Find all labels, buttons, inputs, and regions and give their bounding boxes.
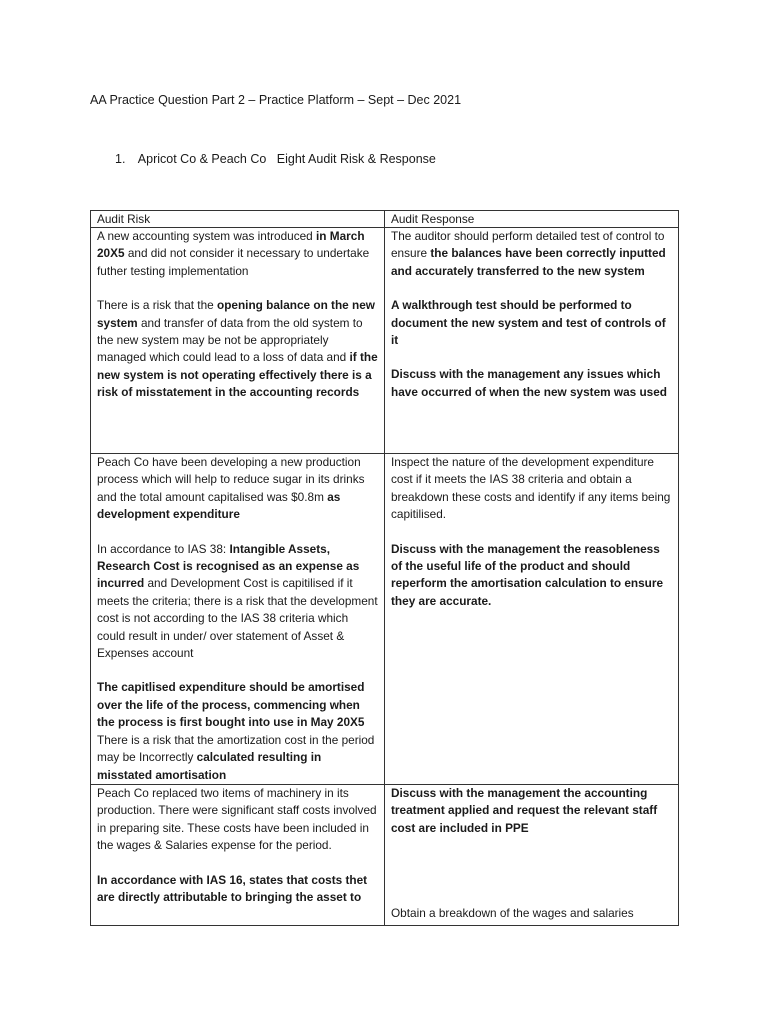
header-audit-risk: Audit Risk <box>91 211 385 228</box>
response-paragraph <box>391 541 672 611</box>
table-row <box>91 228 679 454</box>
audit-risk-cell <box>91 454 385 785</box>
risk-paragraph <box>97 541 378 663</box>
document-title: AA Practice Question Part 2 – Practice Platform – Sept – Dec 2021 <box>90 93 462 107</box>
response-paragraph: Obtain a breakdown of the wages and salaries <box>391 906 634 921</box>
text-run: and transfer of data from the old system to the new system may be not be appropriately managed which could lead to a loss of data and <box>97 315 363 365</box>
bold-text-run: opening balance on the new system <box>97 298 375 330</box>
text-run: There is a risk that the <box>97 298 217 313</box>
risk-paragraph <box>97 454 378 524</box>
bold-text-run: the balances have been correctly inputted and accurately transferred to the new system <box>391 246 666 278</box>
audit-response-cell <box>385 454 679 785</box>
risk-paragraph: Peach Co replaced two items of machinery in its production. There were significant staff costs involved in preparing site. These costs have been included in the wages & Salaries expense for the period. <box>97 786 377 853</box>
response-paragraph: Inspect the nature of the development expenditure cost if it meets the IAS 38 criteria and obtain a breakdown these costs and identify if any items being capitilised. <box>391 455 671 522</box>
response-paragraph <box>391 366 672 401</box>
bold-text-run: Discuss with the management the reasobleness of the useful life of the product and should reperform the amortisation calculation to ensure they are accurate. <box>391 541 664 608</box>
text-run: There is a risk that the amortization cost in the period may be Incorrectly <box>97 732 375 765</box>
risk-paragraph <box>97 872 378 907</box>
text-run: A new accounting system was introduced <box>97 229 317 243</box>
bold-text-run: A walkthrough test should be performed to document the new system and test of controls of it <box>391 298 666 348</box>
bold-text-run: in March 20X5 <box>97 229 365 261</box>
response-paragraph <box>391 228 672 280</box>
text-run: and did not consider it necessary to undertake futher testing implementation <box>97 246 370 278</box>
bold-text-run: The capitlised expenditure should be amortised over the life of the process, commencing when the process is first bought into use in May 20X5 <box>97 680 365 730</box>
risk-paragraph <box>97 297 378 401</box>
bold-text-run: Intangible Assets, Research Cost is recognised as an expense as incurred <box>97 541 360 591</box>
audit-risk-cell <box>91 228 385 454</box>
audit-risk-response-table <box>90 210 679 926</box>
list-item-text: Apricot Co & Peach Co Eight Audit Risk & Response <box>137 152 436 166</box>
header-audit-response: Audit Response <box>385 211 679 228</box>
text-run: In accordance to IAS 38: <box>97 541 230 556</box>
response-paragraph <box>391 785 672 837</box>
table-row <box>91 785 679 926</box>
table-row <box>91 454 679 785</box>
response-paragraph <box>391 297 672 349</box>
bold-text-run: as development expenditure <box>97 489 341 522</box>
list-number: 1. <box>115 152 126 166</box>
risk-paragraph <box>97 228 378 280</box>
bold-text-run: calculated resulting in misstated amortisation <box>97 750 322 782</box>
audit-response-cell <box>385 228 679 454</box>
bold-text-run: Discuss with the management any issues which have occurred of when the new system was used <box>391 367 668 399</box>
numbered-list-item <box>115 152 436 166</box>
audit-response-cell <box>385 785 679 926</box>
bold-text-run: if the new system is not operating effectively there is a risk of misstatement in the accounting records <box>97 350 378 400</box>
text-run: and Development Cost is capitilised if it meets the criteria; there is a risk that the development cost is not according to the IAS 38 criteria which could result in under/ over statement of Asset & Expenses account <box>97 576 378 661</box>
audit-risk-cell <box>91 785 385 926</box>
table-header-row <box>91 211 679 228</box>
bold-text-run: Discuss with the management the accounting treatment applied and request the relevant staff cost are included in PPE <box>391 786 658 835</box>
risk-paragraph <box>97 679 378 783</box>
text-run: The auditor should perform detailed test of control to ensure <box>391 229 665 261</box>
bold-text-run: In accordance with IAS 16, states that costs thet are directly attributable to bringing the asset to <box>97 872 368 905</box>
text-run: Peach Co have been developing a new production process which will help to reduce sugar in its drinks and the total amount capitalised was $0.8m <box>97 455 365 504</box>
